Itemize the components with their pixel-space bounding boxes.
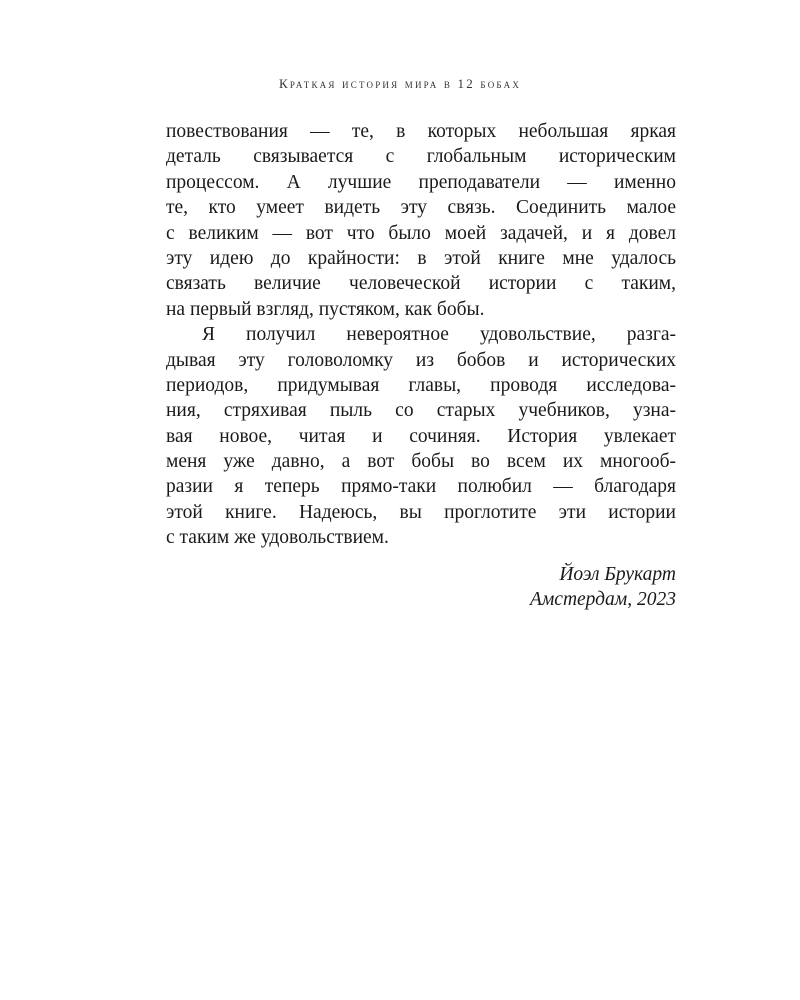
paragraph-2 xyxy=(166,322,676,551)
paragraph-1 xyxy=(166,119,676,322)
text-line: вая новое, читая и сочиняя. История увлекает xyxy=(166,425,676,447)
text-line: меня уже давно, а вот бобы во всем их многооб- xyxy=(166,451,676,473)
text-line: ния, стряхивая пыль со старых учебников, узна- xyxy=(166,400,676,422)
text-line: с великим — вот что было моей задачей, и я довел xyxy=(166,222,676,244)
text-line: периодов, придумывая главы, проводя исследова- xyxy=(166,374,676,396)
signature-block xyxy=(530,562,676,613)
text-line: повествования — те, в которых небольшая яркая xyxy=(166,121,676,142)
text-line: этой книге. Надеюсь, вы проглотите эти истории xyxy=(166,501,676,523)
text-line: Я получил невероятное удовольствие, разга- xyxy=(202,324,676,346)
text-line: процессом. А лучшие преподаватели — именно xyxy=(166,171,676,193)
text-line: те, кто умеет видеть эту связь. Соединить малое xyxy=(166,197,676,219)
text-line: эту идею до крайности: в этой книге мне удалось xyxy=(166,247,676,269)
text-line: связать величие человеческой истории с таким, xyxy=(166,273,676,295)
text-line: с таким же удовольствием. xyxy=(166,527,389,549)
text-line: на первый взгляд, пустяком, как бобы. xyxy=(166,298,485,320)
body-text xyxy=(166,119,676,551)
place-date: Амстердам, 2023 xyxy=(529,589,676,611)
running-head: Краткая история мира в 12 бобах xyxy=(278,76,522,91)
text-line: деталь связывается с глобальным историческим xyxy=(166,146,676,168)
text-line: разии я теперь прямо-таки полюбил — благодаря xyxy=(166,476,676,498)
author-name: Йоэл Брукарт xyxy=(559,564,676,585)
text-line: дывая эту головоломку из бобов и исторических xyxy=(166,349,676,371)
